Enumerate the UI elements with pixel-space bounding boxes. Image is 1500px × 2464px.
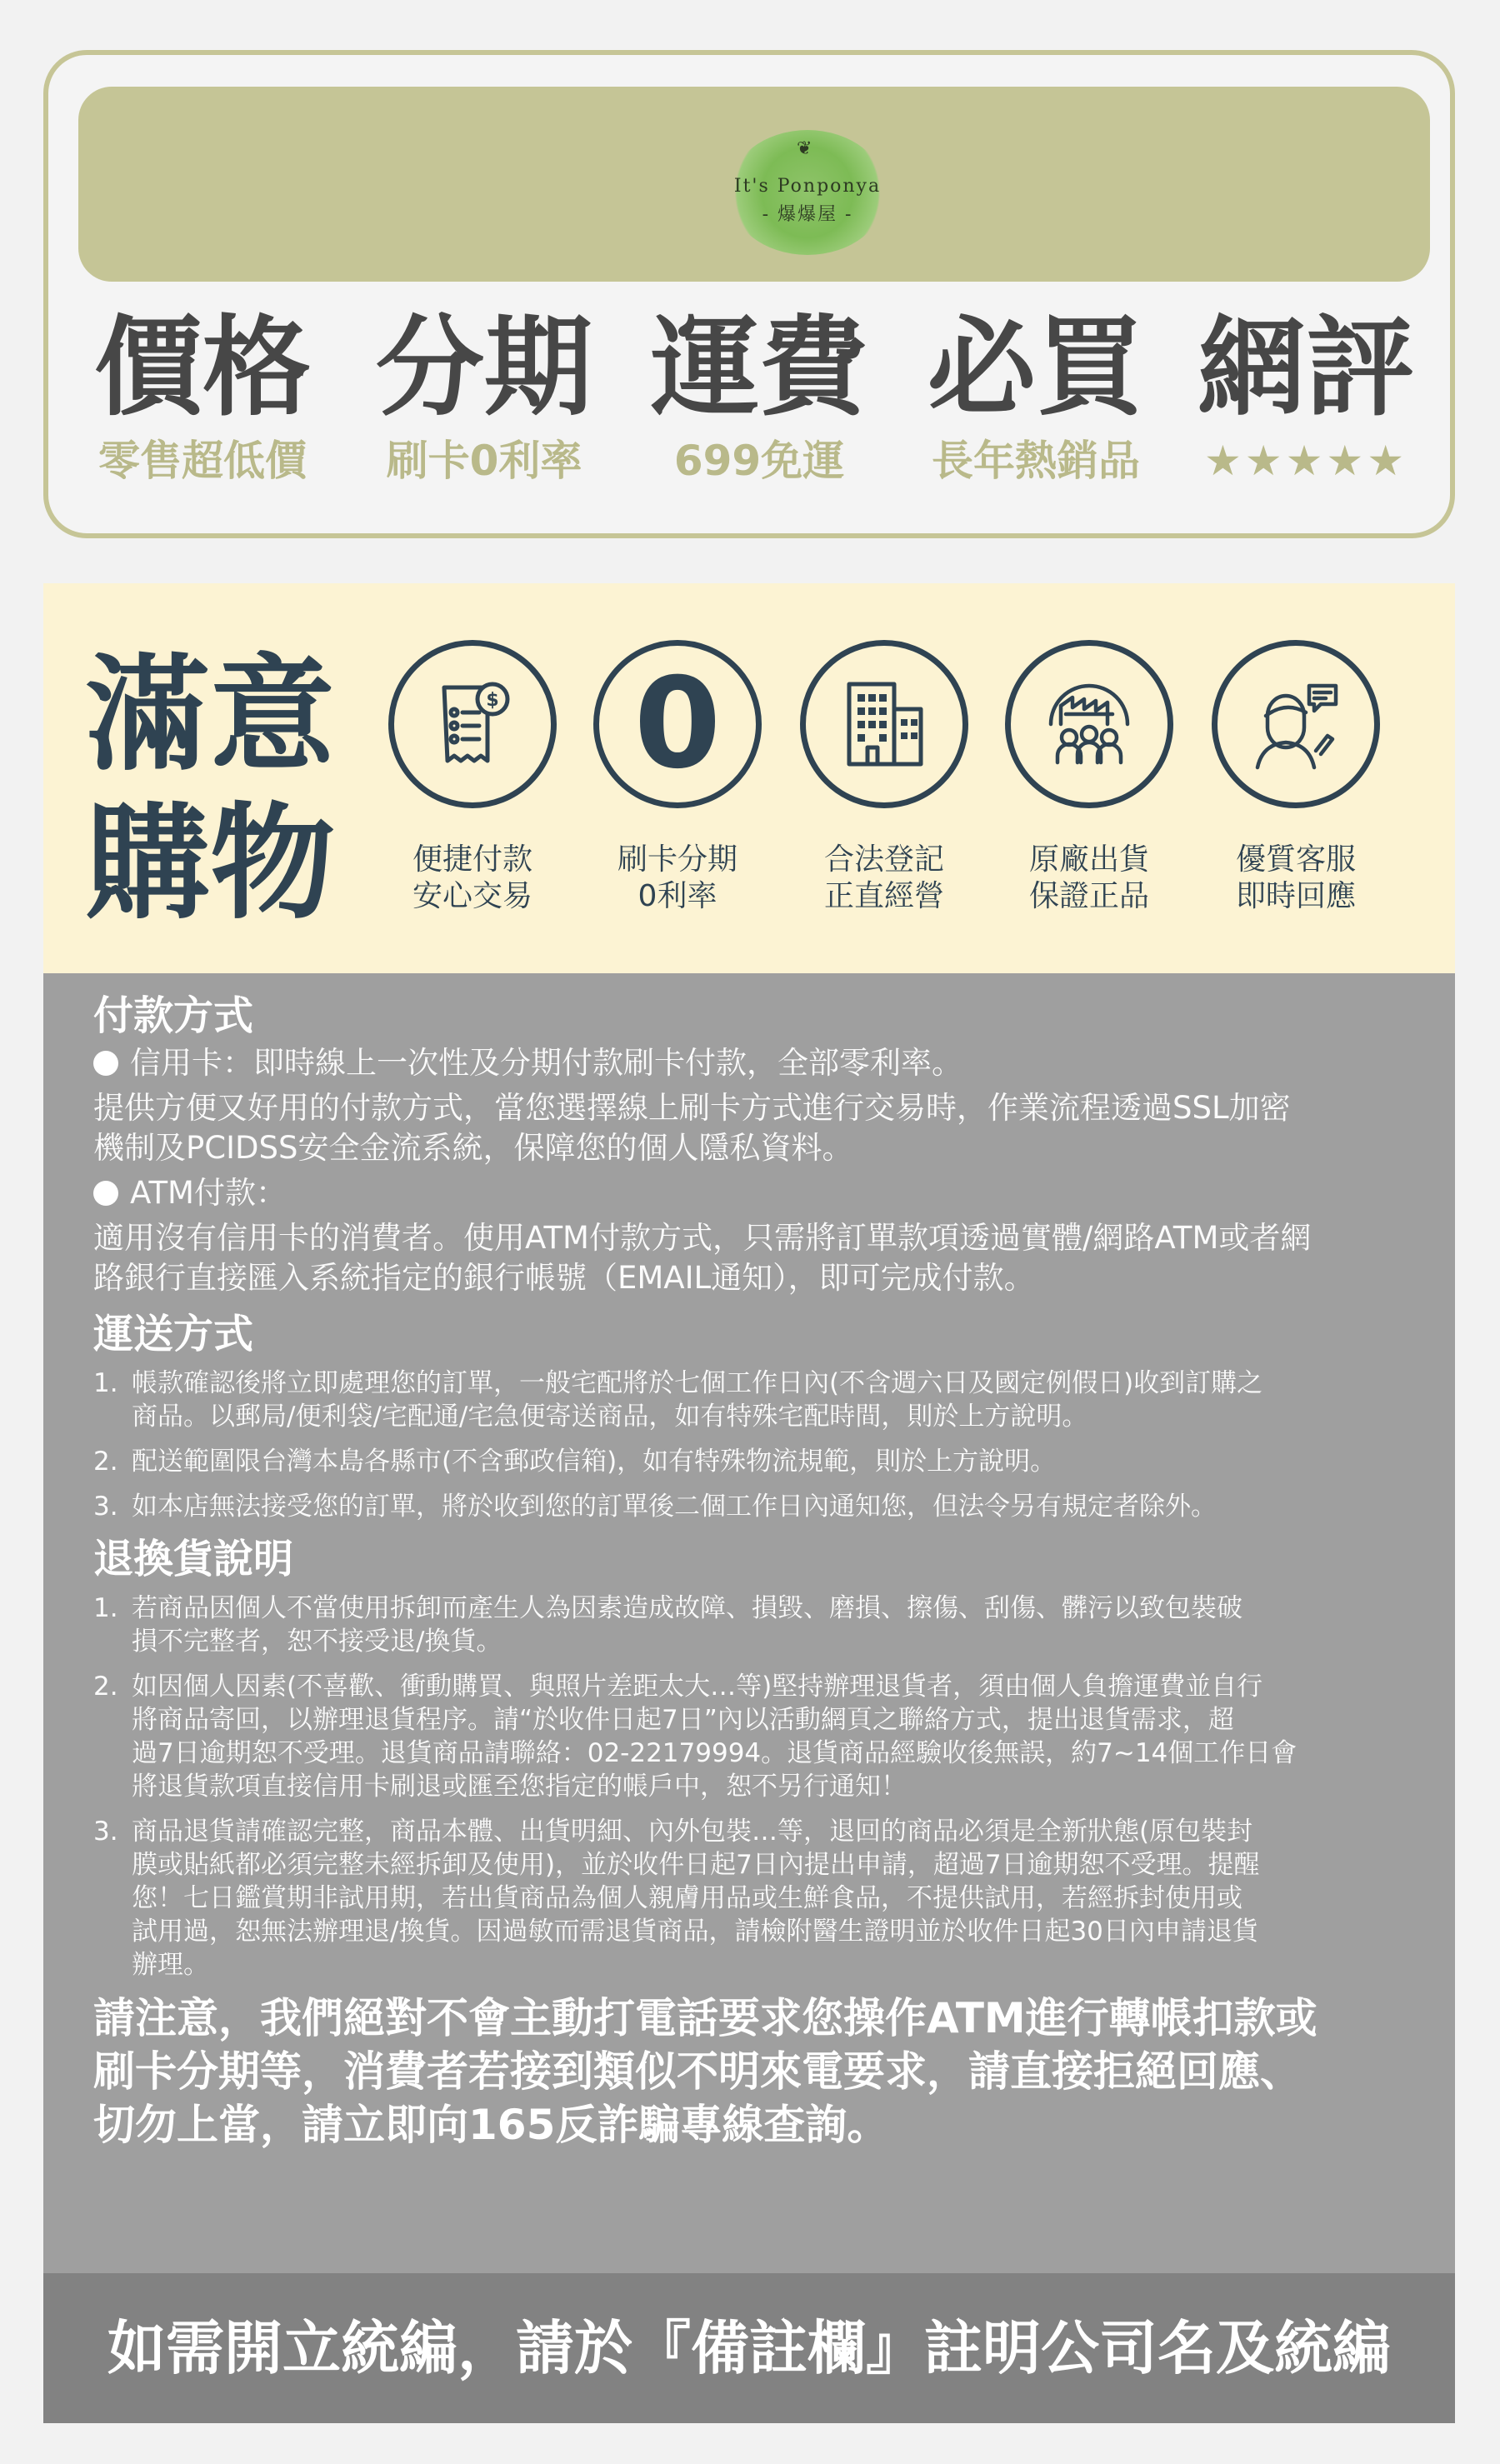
list-text: 配送範圍限台灣本島各縣市(不含郵政信箱)，如有特殊物流規範，則於上方說明。 (132, 1447, 1057, 1477)
guarantee-label (588, 842, 767, 915)
list-text: 商品。以郵局/便利袋/宅配通/宅急便寄送商品，如有特殊宅配時間，則於上方說明。 (132, 1402, 1088, 1432)
guarantee-authentic (1000, 640, 1178, 915)
list-item (93, 1670, 1410, 1803)
list-text: 過7日逾期恕不受理。退貨商品請聯絡：02-22179994。退貨商品經驗收後無誤，約7~14個工作日會 (132, 1738, 1298, 1768)
zero-icon-text: 0 (633, 652, 722, 797)
list-item (93, 1490, 1410, 1523)
list-text: 將退貨款項直接信用卡刷退或匯至您指定的帳戶中，恕不另行通知！ (132, 1772, 907, 1802)
feature-title: 分期 (375, 304, 592, 431)
feature-title: 價格 (93, 304, 311, 431)
guarantee-legal (795, 640, 973, 915)
list-text: 帳款確認後將立即處理您的訂單，一般宅配將於七個工作日內(不含週六日及國定例假日)收到訂購之 (132, 1368, 1263, 1398)
credit-card-desc-line2: 機制及PCIDSS安全金流系統，保障您的個人隱私資料。 (93, 1130, 853, 1166)
list-text: 將商品寄回，以辦理退貨程序。請“於收件日起7日”內以活動網頁之聯絡方式，提出退貨需求，超 (132, 1705, 1234, 1735)
feature-subtitle: 零售超低價 (98, 437, 307, 485)
list-text: 膜或貼紙都必須完整未經拆卸及使用)，並於收件日起7日內提出申請，超過7日逾期恕不受理。提醒 (132, 1850, 1260, 1880)
feature-title: 運費 (650, 304, 868, 431)
list-text: 如因個人因素(不喜歡、衝動購買、與照片差距太大…等)堅持辦理退貨者，須由個人負擔運費並自行 (132, 1672, 1263, 1702)
fraud-warning-line3: 切勿上當，請立即向165反詐騙專線查詢。 (93, 2101, 889, 2149)
satisfaction-title-line2: 購物 (85, 792, 336, 937)
list-text: 如本店無法接受您的訂單，將於收到您的訂單後二個工作日內通知您，但法令另有規定者除外。 (132, 1492, 1217, 1522)
logo-name-zh: - 爆爆屋 - (762, 204, 853, 225)
building-icon (800, 640, 968, 808)
list-number: 1. (93, 1368, 118, 1398)
satisfaction-band (43, 583, 1455, 973)
rating-stars-icon: ★★★★★ (1203, 437, 1408, 485)
policy-section (43, 973, 1455, 2273)
guarantee-payment (383, 640, 562, 915)
highlights-card (43, 50, 1455, 538)
shipping-heading: 運送方式 (93, 1311, 254, 1357)
guarantee-label-line1: 便捷付款 (412, 842, 532, 877)
fraud-warning (93, 1992, 1410, 2152)
factory-team-icon (1005, 640, 1173, 808)
logo-bar (78, 87, 1430, 282)
feature-installment (363, 304, 605, 485)
logo-name-en: It's Ponponya (733, 176, 882, 197)
guarantee-label-line2: 0利率 (638, 879, 718, 913)
guarantee-label (383, 842, 562, 915)
payment-heading: 付款方式 (93, 992, 254, 1039)
returns-list (93, 1592, 1410, 1982)
list-text: 試用過，恕無法辦理退/換貨。因過敏而需退貨商品，請檢附醫生證明並於收件日起30日內申請退貨 (132, 1917, 1258, 1947)
credit-card-text: 信用卡：即時線上一次性及分期付款刷卡付款，全部零利率。 (130, 1045, 962, 1081)
guarantee-service (1207, 640, 1385, 915)
guarantee-label-line1: 原廠出貨 (1028, 842, 1149, 877)
list-item (93, 1445, 1410, 1478)
invoice-note-bar (43, 2273, 1455, 2423)
feature-must-buy (915, 304, 1157, 485)
list-item (93, 1815, 1410, 1982)
feature-price (82, 304, 323, 485)
guarantee-label-line2: 正直經營 (823, 879, 944, 913)
credit-card-desc-line1: 提供方便又好用的付款方式，當您選擇線上刷卡方式進行交易時，作業流程透過SSL加密 (93, 1090, 1291, 1126)
list-text: 辦理。 (132, 1950, 209, 1980)
fraud-warning-line2: 刷卡分期等，消費者若接到類似不明來電要求，請直接拒絕回應、 (93, 2047, 1302, 2096)
feature-reviews (1185, 304, 1427, 485)
customer-service-icon (1212, 640, 1380, 808)
svg-text:$: $ (486, 690, 499, 711)
guarantee-label-line2: 安心交易 (412, 879, 532, 913)
leaf-icon: ❦ (797, 138, 812, 159)
bullet-dot-icon (93, 1051, 118, 1076)
atm-desc-line2: 路銀行直接匯入系統指定的銀行帳號（EMAIL通知），即可完成付款。 (93, 1260, 1035, 1296)
feature-subtitle: 長年熱銷品 (932, 437, 1140, 485)
list-number: 2. (93, 1447, 118, 1477)
feature-title: 網評 (1197, 304, 1414, 431)
atm-text: ATM付款： (130, 1175, 287, 1211)
brand-logo (728, 130, 887, 255)
credit-card-bullet (93, 1043, 1410, 1083)
guarantee-label-line1: 刷卡分期 (617, 842, 738, 877)
guarantee-label (1207, 842, 1385, 915)
guarantee-installment (588, 640, 767, 915)
guarantee-label-line1: 優質客服 (1235, 842, 1356, 877)
guarantee-label (795, 842, 973, 915)
list-item (93, 1592, 1410, 1658)
atm-desc-line1: 適用沒有信用卡的消費者。使用ATM付款方式，只需將訂單款項透過實體/網路ATM或者網 (93, 1220, 1312, 1256)
list-text: 若商品因個人不當使用拆卸而產生人為因素造成故障、損毀、磨損、擦傷、刮傷、髒污以致包裝破 (132, 1593, 1242, 1623)
guarantee-label-line2: 保證正品 (1028, 879, 1149, 913)
guarantee-label-line2: 即時回應 (1235, 879, 1356, 913)
invoice-note-text: 如需開立統編，請於『備註欄』註明公司名及統編 (108, 2314, 1391, 2382)
zero-icon (593, 640, 762, 808)
list-text: 損不完整者，恕不接受退/換貨。 (132, 1627, 502, 1657)
list-number: 3. (93, 1817, 118, 1847)
fraud-warning-line1: 請注意，我們絕對不會主動打電話要求您操作ATM進行轉帳扣款或 (93, 1994, 1318, 2042)
feature-title: 必買 (927, 304, 1144, 431)
feature-subtitle: 刷卡0利率 (386, 437, 582, 485)
shipping-list (93, 1367, 1410, 1523)
list-number: 3. (93, 1492, 118, 1522)
feature-shipping (638, 304, 880, 485)
list-number: 1. (93, 1593, 118, 1623)
list-text: 商品退貨請確認完整，商品本體、出貨明細、內外包裝…等，退回的商品必須是全新狀態(原包裝封 (132, 1817, 1253, 1847)
list-item (93, 1367, 1410, 1433)
satisfaction-title (85, 642, 335, 938)
bullet-dot-icon (93, 1181, 118, 1206)
guarantee-label-line1: 合法登記 (823, 842, 944, 877)
atm-bullet (93, 1173, 1410, 1213)
satisfaction-title-line1: 滿意 (85, 643, 336, 788)
list-number: 2. (93, 1672, 118, 1702)
receipt-dollar-icon (388, 640, 557, 808)
list-text: 您！七日鑑賞期非試用期，若出貨商品為個人親膚用品或生鮮食品，不提供試用，若經拆封使用或 (132, 1883, 1242, 1913)
guarantee-label (1000, 842, 1178, 915)
returns-heading: 退換貨說明 (93, 1536, 294, 1582)
feature-subtitle: 699免運 (673, 437, 845, 485)
